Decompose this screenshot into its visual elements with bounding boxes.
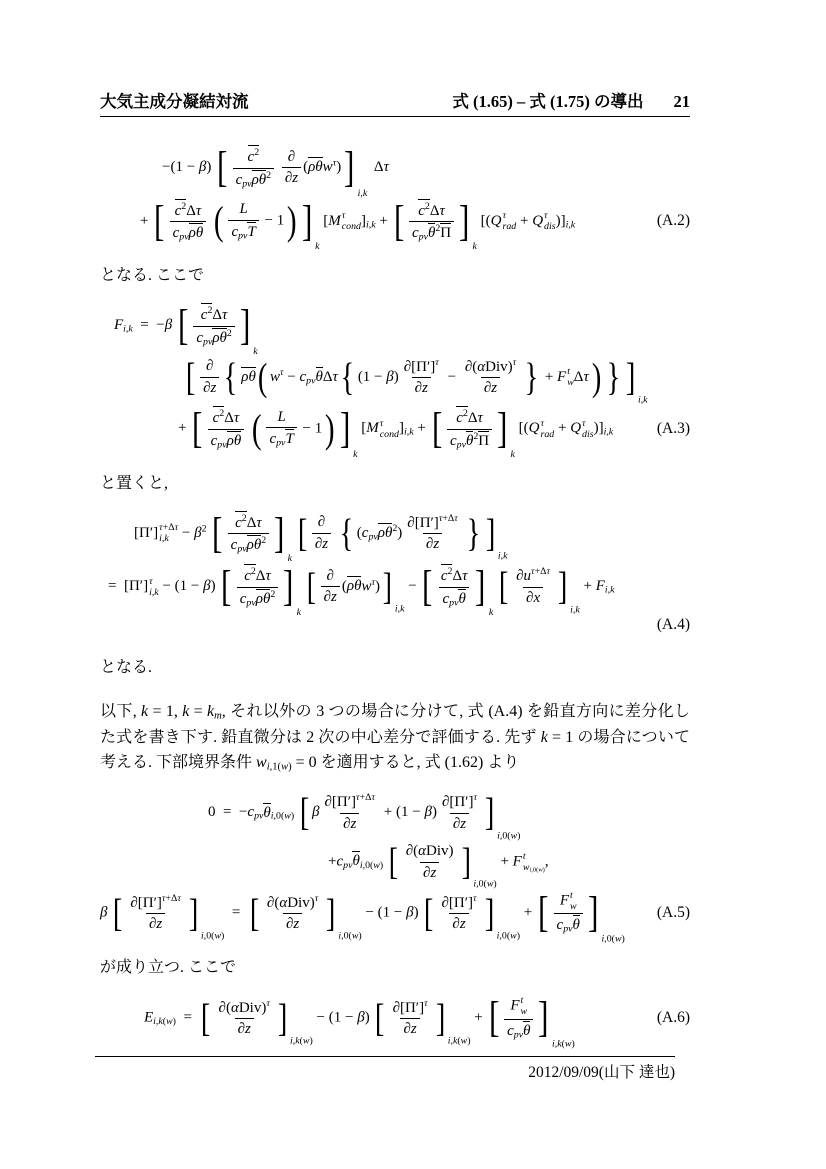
equation-line: [Π′] τ+Δτ i,k − $\beta^2$ [ $c^2\Delta\tau$ cpvρθ$^2$ ] k [ ∂ ∂z { (cpvρθ$^2$) $\frac{\partial[\Pi']^{\tau+\Delta\tau}}{\partial z}$ } ] i,k	[134, 508, 508, 565]
equation-a4	[100, 508, 690, 636]
equation-line: + [ $c^2\Delta\tau$ cpvρθ ( L cpvT − 1 ) ] k [M τ cond ]i,k + [ $c^2\Delta\tau$ cpvθ$^2$Π ] k [(Q τ rad + Q τ dis )]i,k (A.2)	[140, 196, 690, 253]
header-section-title: 式 (1.65) – 式 (1.75) の導出	[452, 92, 644, 111]
page-number: 21	[673, 92, 690, 111]
text-after-a5: が成り立つ. ここで	[100, 959, 237, 977]
equation-line: [ ∂ ∂z { ρθ ( $w^\tau - cpv\theta\Delta\tau$ { (1 − β) $\frac{\partial[\Pi']^\tau}{\partial z}$ − $\partial(\alpha Div)^\tau$ ∂z } + F t w Δτ ) } ] i,k	[185, 354, 648, 406]
header-running-title: 大気主成分凝結対流	[100, 92, 249, 111]
footer-date-author: 2012/09/09(山下 達也)	[528, 1064, 675, 1081]
equation-bc	[100, 790, 690, 890]
equation-number: (A.4)	[656, 615, 690, 633]
equation-line: Ei,k(w) = [ $\partial(\alpha Div)^\tau$ ∂z ] i,k(w) − (1 − β) [ $\frac{\partial[\Pi']^\tau}{\partial z}$ ] i,k(w) + [ F t w cpvθ ] i,k(w) (A.6)	[144, 993, 690, 1050]
equation-line: 0 = −cpvθi,0(w) [ β $\frac{\partial[\Pi']^{\tau+\Delta\tau}}{\partial z}$ + (1 − β) $\frac{\partial[\Pi']^\tau}{\partial z}$ ] i,0(w)	[208, 790, 521, 842]
equation-line	[100, 614, 690, 636]
page-header	[100, 88, 690, 117]
equation-line: +cpvθi,0(w) [ ∂(αDiv) ∂z ] i,0(w) + F t wi,0(w) ,	[328, 840, 549, 890]
equation-line: = [Π′] τ i,k − (1 − β) [ $c^2\Delta\tau$ cpvρθ$^2$ ] k [ ∂ ∂z (ρθw$^\tau$) ] i,k − [ $c^2\Delta\tau$ cpvθ ] k [ $\frac{\partial u^{\tau+\Delta\tau}}{\partial x}$ ] i,k + Fi,k	[108, 562, 615, 618]
text-after-a4: となる.	[100, 658, 153, 676]
equation-a3	[100, 301, 690, 460]
page-footer	[95, 1056, 675, 1082]
equation-number: (A.2)	[656, 212, 690, 230]
equation-number: (A.6)	[656, 1009, 690, 1027]
text-after-a3: と置くと,	[100, 474, 169, 492]
equation-line: + [ $c^2\Delta\tau$ cpvρθ ( L cpvT − 1 ) ] k [M τ cond ]i,k + [ $c^2\Delta\tau$ cpvθ$^2$Π ] k [(Q τ rad + Q τ dis )]i,k (A.3)	[178, 404, 690, 460]
equation-a6	[100, 993, 690, 1050]
equation-line: β [ $\frac{\partial[\Pi']^{\tau+\Delta\tau}}{\partial z}$ ] i,0(w) = [ $\partial(\alpha Div)^\tau$ ∂z ] i,0(w) − (1 − β) [ $\frac{\partial[\Pi']^\tau}{\partial z}$ ] i,0(w) + [ F t w cpvθ ] i,0(w) (A.5)	[100, 888, 690, 945]
header-section	[452, 88, 690, 112]
equation-a5	[100, 888, 690, 945]
equation-line: −(1 − β) [ $c^2$ cpvρθ$^2$ ∂ ∂z (ρθw$^\tau$) ] i,k Δτ	[162, 143, 389, 199]
equation-number: (A.3)	[656, 419, 690, 437]
content-column	[100, 0, 690, 1055]
equation-number: (A.5)	[656, 904, 690, 922]
equation-line: Fi,k = −β [ $c^2\Delta\tau$ cpvρθ$^2$ ] k	[114, 301, 258, 357]
equation-a2	[100, 143, 690, 253]
text-after-a2: となる. ここで	[100, 267, 205, 285]
body-paragraph: 以下, k = 1, k = km, それ以外の 3 つの場合に分けて, 式 (A.4) を鉛直方向に差分化した式を書き下す. 鉛直微分は 2 次の中心差分で評価する. 先ず k = 1 の場合について考える. 下部境界条件 wi,1(w) = 0 を適用すると, 式 (1.62) より	[100, 702, 690, 774]
